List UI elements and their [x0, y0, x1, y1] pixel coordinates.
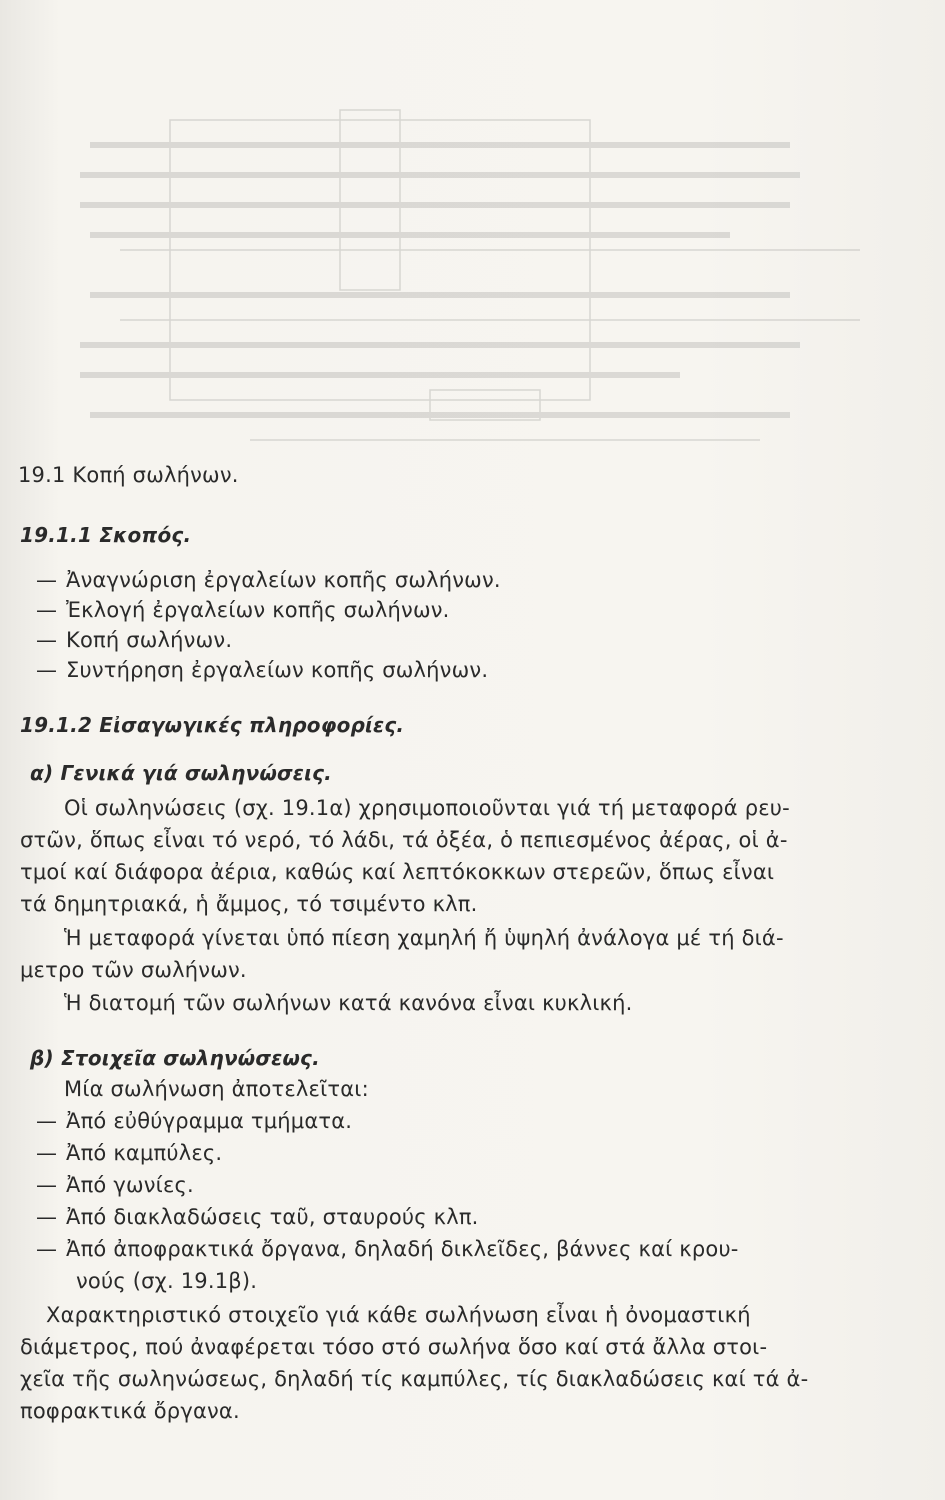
list-item: Ἐκλογή ἐργαλείων κοπῆς σωλήνων.: [66, 598, 450, 622]
subsection-purpose: 19.1.1 Σκοπός.: [20, 523, 192, 547]
list-item-continued: νούς (σχ. 19.1β).: [76, 1269, 258, 1293]
text-line: Ἡ διατομή τῶν σωλήνων κατά κανόνα εἶναι κυκλική.: [64, 991, 633, 1015]
list-item: Ἀπό ἀποφρακτικά ὄργανα, δηλαδή δικλεῖδες, βάννες καί κρου-: [66, 1237, 739, 1261]
list-item: Ἀπό καμπύλες.: [66, 1141, 223, 1165]
list-item: Ἀπό γωνίες.: [66, 1173, 194, 1197]
part-a-heading: α) Γενικά γιά σωληνώσεις.: [30, 761, 332, 785]
list-item: Συντήρηση ἐργαλείων κοπῆς σωλήνων.: [66, 658, 489, 682]
list-dash: —: [36, 568, 58, 592]
section-heading: 19.1 Κοπή σωλήνων.: [18, 463, 239, 487]
text-line: χεῖα τῆς σωληνώσεως, δηλαδή τίς καμπύλες, τίς διακλαδώσεις καί τά ἀ-: [20, 1367, 809, 1391]
text-line: Χαρακτηριστικό στοιχεῖο γιά κάθε σωλήνωση εἶναι ἡ ὀνομαστική: [46, 1303, 751, 1327]
list-dash: —: [36, 1205, 58, 1229]
text-line: στῶν, ὅπως εἶναι τό νερό, τό λάδι, τά ὀξέα, ὁ πεπιεσμένος ἀέρας, οἱ ἀ-: [20, 828, 788, 852]
intro-b: Μία σωλήνωση ἀποτελεῖται:: [64, 1077, 369, 1101]
text-line: τά δημητριακά, ἡ ἄμμος, τό τσιμέντο κλπ.: [20, 892, 478, 916]
text-line: μετρο τῶν σωλήνων.: [20, 958, 247, 982]
list-dash: —: [36, 598, 58, 622]
list-dash: —: [36, 1237, 58, 1261]
list-dash: —: [36, 628, 58, 652]
list-dash: —: [36, 1173, 58, 1197]
text-line: Ἡ μεταφορά γίνεται ὑπό πίεση χαμηλή ἤ ὑψηλή ἀνάλογα μέ τή διά-: [64, 926, 784, 950]
list-item: Κοπή σωλήνων.: [66, 628, 233, 652]
text-line: Οἱ σωληνώσεις (σχ. 19.1α) χρησιμοποιοῦνται γιά τή μεταφορά ρευ-: [64, 796, 790, 820]
text-line: ποφρακτικά ὄργανα.: [20, 1399, 240, 1423]
show-through-texture: [0, 0, 945, 520]
list-item: Ἀναγνώριση ἐργαλείων κοπῆς σωλήνων.: [66, 568, 501, 592]
list-dash: —: [36, 1141, 58, 1165]
list-dash: —: [36, 658, 58, 682]
list-dash: —: [36, 1109, 58, 1133]
text-line: τμοί καί διάφορα ἀέρια, καθώς καί λεπτόκοκκων στερεῶν, ὅπως εἶναι: [20, 860, 775, 884]
list-item: Ἀπό διακλαδώσεις ταῦ, σταυρούς κλπ.: [66, 1205, 479, 1229]
text-line: διάμετρος, πού ἀναφέρεται τόσο στό σωλήνα ὅσο καί στά ἄλλα στοι-: [20, 1335, 768, 1359]
subsection-introduction: 19.1.2 Εἰσαγωγικές πληροφορίες.: [20, 713, 405, 737]
part-b-heading: β) Στοιχεῖα σωληνώσεως.: [30, 1046, 320, 1070]
list-item: Ἀπό εὐθύγραμμα τμήματα.: [66, 1109, 353, 1133]
